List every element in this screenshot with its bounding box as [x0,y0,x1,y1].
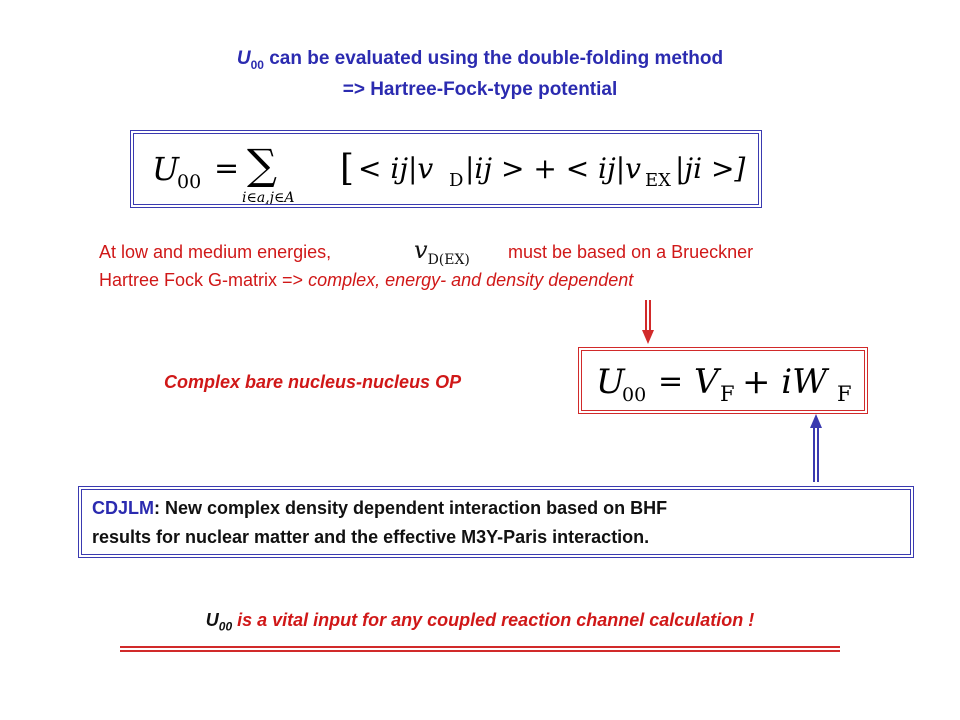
title-line1-text: can be evaluated using the double-folding method [263,48,724,69]
formula1-bracket: [ [340,148,355,189]
formula2-v-sub: F [720,382,735,406]
formula1-lhs: U [152,150,179,188]
inline-v-sub: D(EX) [427,252,470,268]
formula2-v: V [694,362,719,402]
conclusion-sub: 00 [218,619,233,634]
formula1-term2-end: |ji >] [675,152,746,185]
summation-index: i∈a,j∈A [242,190,295,204]
cdjlm-line1-text: : New complex density dependent interaction based on BHF [154,498,668,518]
cdjlm-box [78,486,914,558]
paragraph-line1-start: At low and medium energies, [99,242,332,262]
op-label: Complex bare nucleus-nucleus OP [164,372,462,392]
inline-v: v [414,236,428,264]
formula2-iw: + iW [742,362,828,402]
formula2-lhs-sub: 00 [622,384,647,406]
u00-subscript: 00 [250,57,264,72]
formula2-w-sub: F [837,382,852,406]
up-arrow-icon [804,414,830,482]
slide-title-line1 [0,48,960,72]
slide-title-line2: => Hartree-Fock-type potential [342,79,618,100]
u00-symbol: U [236,48,251,69]
inline-v-symbol [414,236,470,268]
optical-potential-formula-box [578,347,868,414]
paragraph-line1 [99,242,331,263]
cdjlm-name: CDJLM [92,498,154,518]
optical-potential-formula [582,351,864,410]
formula1-term2: |ij > + < ij|v [465,152,641,185]
paragraph-line2 [99,270,633,291]
formula2-equals: = [658,364,684,399]
formula1-term1: < ij|v [358,152,434,185]
double-folding-formula [134,134,758,204]
paragraph-line2-start: Hartree Fock G-matrix => [99,270,309,290]
formula1-lhs-sub: 00 [177,171,202,193]
underline-bottom [120,650,840,652]
underline-top [120,646,840,648]
conclusion [0,610,960,634]
down-arrow-icon [636,300,662,346]
conclusion-symbol: U [205,610,219,630]
cdjlm-line1 [92,498,667,519]
summation-sign: ∑ [247,140,277,189]
formula2-lhs: U [596,362,625,402]
cdjlm-line2: results for nuclear matter and the effective M3Y-Paris interaction. [92,527,650,547]
formula1-term1-sub: D [449,170,464,191]
formula1-equals: = [214,151,240,186]
paragraph-line2-italic: complex, energy- and density dependent [308,270,634,290]
paragraph-line1-end: must be based on a Brueckner [508,242,754,262]
formula1-term2-sub: EX [645,170,671,191]
double-folding-formula-box [130,130,762,208]
conclusion-text: is a vital input for any coupled reaction channel calculation ! [232,610,755,630]
